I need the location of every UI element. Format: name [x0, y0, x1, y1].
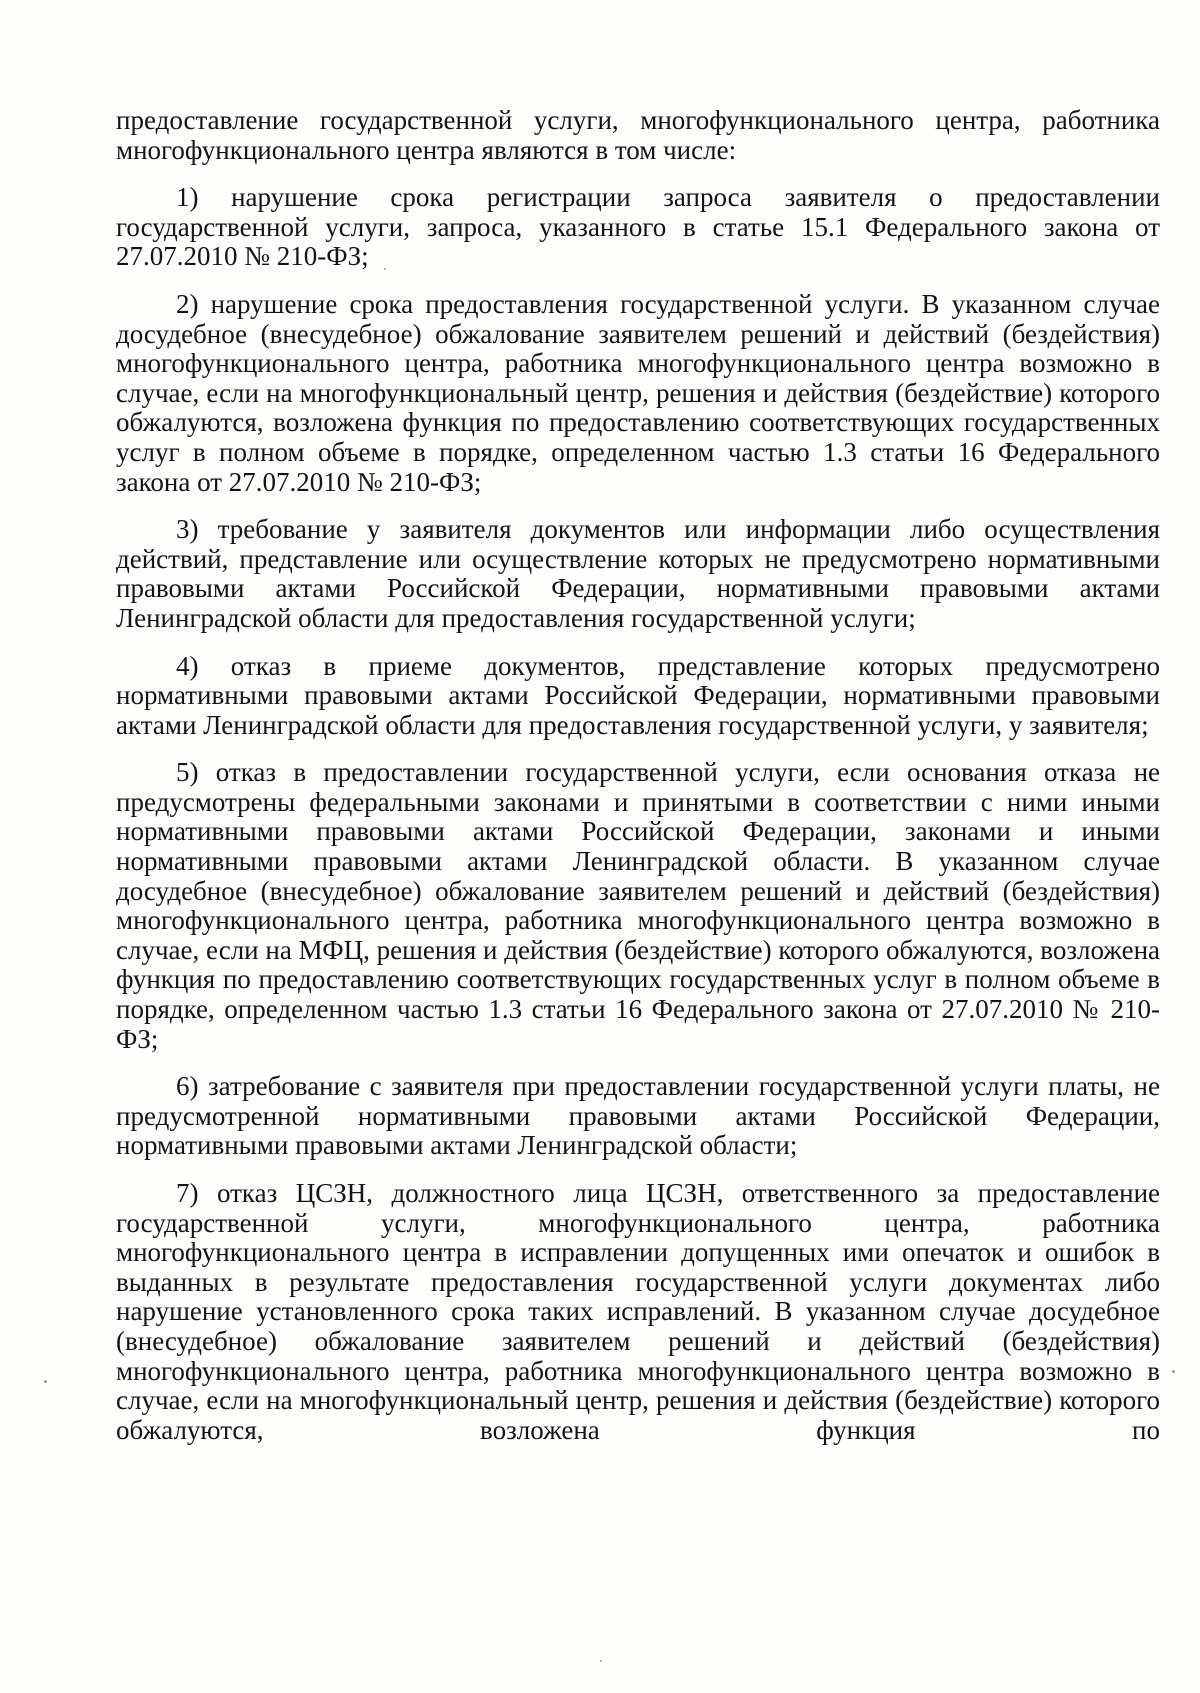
list-item-3: 3) требование у заявителя документов или информации либо осуществления действий, представление или осуществление которых не предусмотрено нормативными правовыми актами Российской Федерации, нормативными правовыми актами Ленинградской области для предоставления государственной услуги; [116, 514, 1160, 633]
scan-speck [44, 1380, 47, 1383]
list-item-7: 7) отказ ЦСЗН, должностного лица ЦСЗН, ответственного за предоставление государственной услуги, многофункционального центра, работника многофункционального центра в исправлении допущенных ими опечаток и ошибок в выданных в результате предоставления государственной услуги документах либо нарушение установленного срока таких исправлений. В указанном случае досудебное (внесудебное) обжалование заявителем решений и действий (бездействия) многофункционального центра, работника многофункционального центра возможно в случае, если на многофункциональный центр, решения и действия (бездействие) которого обжалуются, возложена функция по [116, 1178, 1160, 1445]
scan-speck [384, 268, 386, 270]
list-item-2: 2) нарушение срока предоставления государственной услуги. В указанном случае досудебное (внесудебное) обжалование заявителем решений и действий (бездействия) многофункционального центра, работника многофункционального центра возможно в случае, если на многофункциональный центр, решения и действия (бездействие) которого обжалуются, возложена функция по предоставлению соответствующих государственных услуг в полном объеме в порядке, определенном частью 1.3 статьи 16 Федерального закона от 27.07.2010 № 210-ФЗ; [116, 288, 1160, 497]
scan-speck [600, 1660, 602, 1662]
list-item-5: 5) отказ в предоставлении государственной услуги, если основания отказа не предусмотрены федеральными законами и принятыми в соответствии с ними иными нормативными правовыми актами Российской Федерации, законами и иными нормативными правовыми актами Ленинградской области. В указанном случае досудебное (внесудебное) обжалование заявителем решений и действий (бездействия) многофункционального центра, работника многофункционального центра возможно в случае, если на МФЦ, решения и действия (бездействие) которого обжалуются, возложена функция по предоставлению соответствующих государственных услуг в полном объеме в порядке, определенном частью 1.3 статьи 16 Федерального закона от 27.07.2010 № 210-ФЗ; [116, 757, 1160, 1054]
intro-paragraph: предоставление государственной услуги, многофункционального центра, работника многофункционального центра являются в том числе: [116, 105, 1160, 165]
list-item-1: 1) нарушение срока регистрации запроса заявителя о предоставлении государственной услуги, запроса, указанного в статье 15.1 Федерального закона от 27.07.2010 № 210-ФЗ; [116, 182, 1160, 272]
list-item-6: 6) затребование с заявителя при предоставлении государственной услуги платы, не предусмотренной нормативными правовыми актами Российской Федерации, нормативными правовыми актами Ленинградской области; [116, 1071, 1160, 1161]
list-item-4: 4) отказ в приеме документов, представление которых предусмотрено нормативными правовыми актами Российской Федерации, нормативными правовыми актами Ленинградской области для предоставления государственной услуги, у заявителя; [116, 650, 1160, 740]
scan-speck [1172, 1370, 1175, 1373]
document-body [116, 106, 1160, 1445]
